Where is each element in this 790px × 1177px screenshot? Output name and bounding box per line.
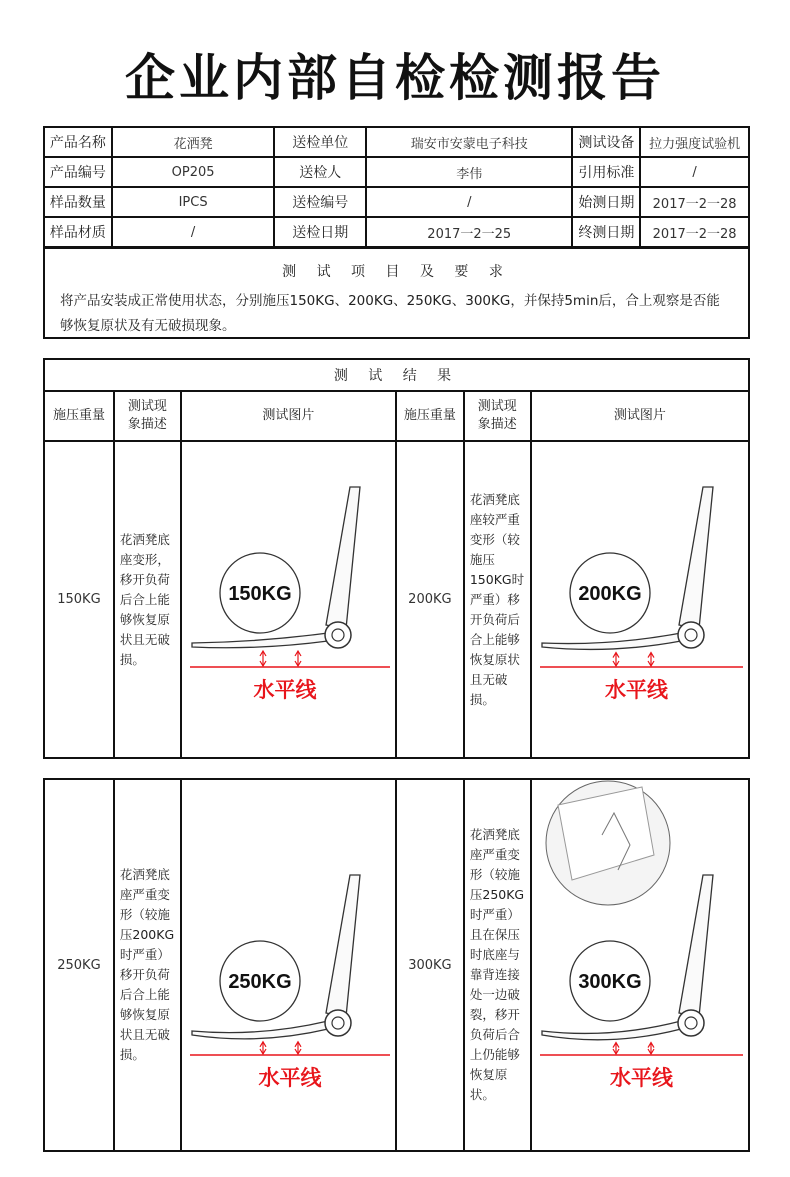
info-value: / (112, 217, 275, 247)
info-value: 2017一2一28 (640, 217, 749, 247)
info-label: 样品材质 (44, 217, 112, 247)
info-label: 终测日期 (572, 217, 640, 247)
test-description: 花洒凳底座严重变形（较施压250KG时严重）且在保压时底座与靠背连接处一边破裂，移开负荷后合上仍能够恢复原状。 (464, 779, 531, 1151)
test-description: 花洒凳底座较严重变形（较施压150KG时严重）移开负荷后合上能够恢复原状且无破损。 (464, 441, 531, 758)
info-label: 样品数量 (44, 187, 112, 217)
test-weight: 300KG (396, 779, 464, 1151)
info-value: IPCS (112, 187, 275, 217)
col-desc-header: 测试现象描述 (464, 391, 531, 441)
backrest (326, 875, 360, 1017)
info-label: 送检人 (274, 157, 366, 187)
test-weight: 150KG (44, 441, 114, 758)
col-photo-header: 测试图片 (181, 391, 396, 441)
requirements-text: 将产品安装成正常使用状态，分别施压150KG、200KG、250KG、300KG，并保持5min后，合上观察是否能够恢复原状及有无破损现象。 (60, 293, 720, 334)
info-row (44, 187, 749, 217)
info-value: / (640, 157, 749, 187)
requirements-heading: 测 试 项 目 及 要 求 (282, 264, 511, 280)
info-label: 始测日期 (572, 187, 640, 217)
load-label: 200KG (578, 583, 642, 605)
info-label: 送检编号 (274, 187, 366, 217)
results-table-2 (43, 778, 750, 1152)
info-label: 产品编号 (44, 157, 112, 187)
backrest (679, 487, 713, 629)
load-label: 150KG (228, 583, 292, 605)
info-label: 引用标准 (572, 157, 640, 187)
info-label: 测试设备 (572, 127, 640, 157)
info-label: 产品名称 (44, 127, 112, 157)
stool-drawing (190, 487, 390, 702)
stool-diagram (182, 780, 398, 1152)
info-value: 花洒凳 (112, 127, 275, 157)
results-heading: 测 试 结 果 (44, 359, 749, 391)
info-value: 李伟 (366, 157, 572, 187)
info-value: 2017一2一25 (366, 217, 572, 247)
info-value: OP205 (112, 157, 275, 187)
backrest (679, 875, 713, 1017)
info-table (43, 126, 750, 248)
test-description: 花洒凳底座严重变形（较施压200KG时严重）移开负荷后合上能够恢复原状且无破损。 (114, 779, 181, 1151)
level-line-label: 水平线 (253, 678, 317, 702)
load-label: 300KG (578, 971, 642, 993)
info-row (44, 157, 749, 187)
info-value: 2017一2一28 (640, 187, 749, 217)
test-photo (181, 441, 396, 758)
requirements-box (43, 247, 750, 339)
level-line-label: 水平线 (258, 1066, 322, 1090)
test-weight: 250KG (44, 779, 114, 1151)
col-photo-header: 测试图片 (531, 391, 749, 441)
col-weight-header: 施压重量 (396, 391, 464, 441)
seat (542, 1021, 681, 1040)
level-line-label: 水平线 (604, 678, 668, 702)
stool-diagram (182, 442, 398, 759)
info-value: / (366, 187, 572, 217)
test-photo (531, 441, 749, 758)
test-weight: 200KG (396, 441, 464, 758)
test-photo (181, 779, 396, 1151)
seat (542, 633, 681, 649)
stool-drawing (540, 781, 743, 1090)
info-row (44, 127, 749, 157)
info-label: 送检单位 (274, 127, 366, 157)
backrest (326, 487, 360, 629)
seat (192, 1021, 328, 1039)
stool-drawing (540, 487, 743, 702)
info-value: 瑞安市安蒙电子科技 (366, 127, 572, 157)
seat (192, 633, 328, 648)
crack-detail-inset (546, 781, 670, 905)
stool-diagram (532, 442, 751, 759)
col-desc-header: 测试现象描述 (114, 391, 181, 441)
level-line-label: 水平线 (609, 1066, 673, 1090)
test-photo (531, 779, 749, 1151)
stool-diagram (532, 780, 751, 1152)
info-label: 送检日期 (274, 217, 366, 247)
report-title: 企业内部自检检测报告 (125, 49, 665, 107)
results-table-1 (43, 358, 750, 759)
test-description: 花洒凳底座变形，移开负荷后合上能够恢复原状且无破损。 (114, 441, 181, 758)
stool-drawing (190, 875, 390, 1090)
info-value: 拉力强度试验机 (640, 127, 749, 157)
load-label: 250KG (228, 971, 292, 993)
info-row (44, 217, 749, 247)
col-weight-header: 施压重量 (44, 391, 114, 441)
